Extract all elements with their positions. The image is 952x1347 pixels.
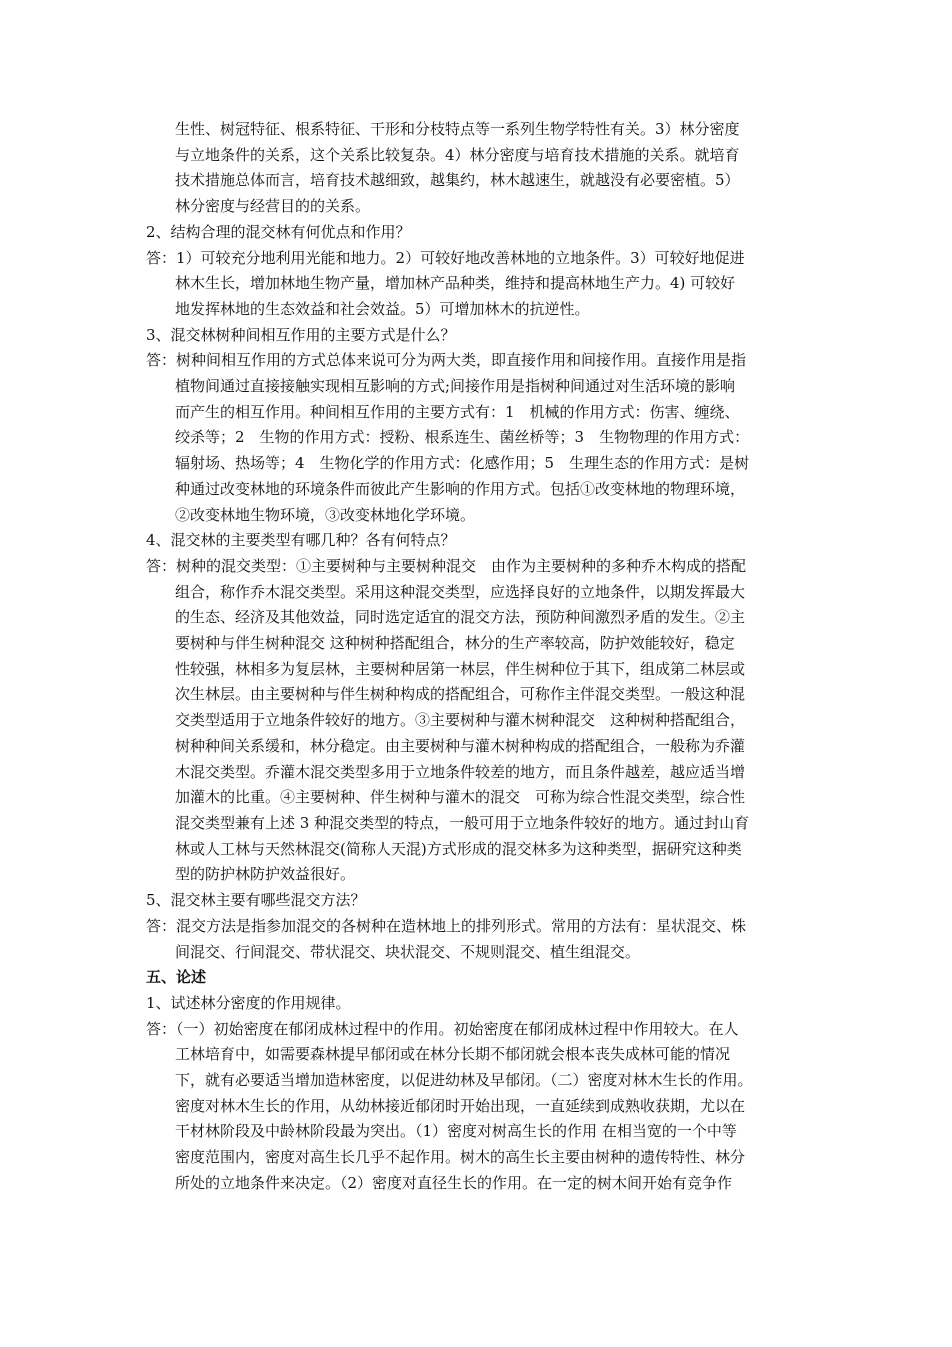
text-line: 种通过改变林地的环境条件而彼此产生影响的作用方式。包括①改变林地的物理环境，: [175, 479, 746, 498]
text-line: 组合，称作乔木混交类型。采用这种混交类型，应选择良好的立地条件，以期发挥最大: [175, 582, 746, 601]
text-line: 答：树种的混交类型：①主要树种与主要树种混交 由作为主要树种的多种乔木构成的搭配: [146, 556, 747, 575]
text-line: 型的防护林防护效益很好。: [175, 865, 356, 884]
text-line: 所处的立地条件来决定。（2）密度对直径生长的作用。在一定的树木间开始有竞争作: [175, 1173, 733, 1192]
text-line: 答：1）可较充分地利用光能和地力。2）可较好地改善林地的立地条件。3）可较好地促进: [146, 248, 745, 267]
text-line: 密度范围内，密度对高生长几乎不起作用。树木的高生长主要由树种的遗传特性、林分: [175, 1148, 746, 1167]
text-line: 3、混交林树种间相互作用的主要方式是什么？: [146, 325, 456, 344]
text-line: 混交类型兼有上述 3 种混交类型的特点，一般可用于立地条件较好的地方。通过封山育: [175, 813, 750, 832]
text-line: 密度对林木生长的作用，从幼林接近郁闭时开始出现，一直延续到成熟收获期，尤以在: [175, 1096, 746, 1115]
text-line: 次生林层。由主要树种与伴生树种构成的搭配组合，可称作主伴混交类型。一般这种混: [175, 685, 746, 704]
text-line: 间混交、行间混交、带状混交、块状混交、不规则混交、植生组混交。: [175, 942, 641, 961]
question-line: [146, 220, 816, 246]
text-line: 技术措施总体而言，培育技术越细致，越集约，林木越速生，就越没有必要密植。5）: [175, 171, 740, 190]
question-line: [146, 323, 816, 349]
text-line: 答：树种间相互作用的方式总体来说可分为两大类，即直接作用和间接作用。直接作用是指: [146, 351, 747, 370]
text-line: 生性、树冠特征、根系特征、干形和分枝特点等一系列生物学特性有关。3）林分密度: [175, 120, 740, 138]
text-line: 地发挥林地的生态效益和社会效益。5）可增加林木的抗逆性。: [175, 299, 590, 318]
text-line: 5、混交林主要有哪些混交方法？: [146, 891, 366, 910]
text-line: 林木生长，增加林地生物产量，增加林产品种类，维持和提高林地生产力。4) 可较好: [175, 274, 736, 293]
answer-paragraph: [146, 914, 816, 965]
answer-paragraph: [146, 1017, 816, 1197]
text-line: 与立地条件的关系，这个关系比较复杂。4）林分密度与培育技术措施的关系。就培育: [175, 145, 740, 164]
text-line: 干材林阶段及中龄林阶段最为突出。（1）密度对树高生长的作用 在相当宽的一个中等: [175, 1122, 737, 1141]
question-line: [146, 888, 816, 914]
answer-paragraph: [146, 246, 816, 323]
text-line: 性较强，林相多为复层林，主要树种居第一林层，伴生树种位于其下，组成第二林层或: [175, 659, 746, 678]
text-line: 下，就有必要适当增加造林密度，以促进幼林及早郁闭。（二）密度对林木生长的作用。: [175, 1071, 753, 1090]
answer-paragraph: [146, 554, 816, 888]
text-line: 2、结构合理的混交林有何优点和作用？: [146, 222, 411, 241]
text-line: 辐射场、热场等；4 生物化学的作用方式：化感作用；5 生理生态的作用方式：是树: [175, 454, 750, 473]
text-line: 五、论述: [146, 968, 207, 987]
section-heading: [146, 965, 816, 991]
text-line: 林或人工林与天然林混交(简称人天混)方式形成的混交林多为这种类型，据研究这种类: [175, 839, 742, 858]
text-line: 而产生的相互作用。种间相互作用的主要方式有：1 机械的作用方式：伤害、缠绕、: [175, 402, 740, 421]
paragraph-continuation: [146, 117, 816, 220]
text-line: 答：（一）初始密度在郁闭成林过程中的作用。初始密度在郁闭成林过程中作用较大。在人: [146, 1019, 739, 1038]
text-line: 植物间通过直接接触实现相互影响的方式;间接作用是指树种间通过对生活环境的影响: [175, 377, 736, 396]
text-line: ②改变林地生物环境，③改变林地化学环境。: [175, 505, 476, 524]
text-line: 的生态、经济及其他效益，同时选定适宜的混交方法，预防种间激烈矛盾的发生。②主: [175, 608, 746, 627]
text-line: 要树种与伴生树种混交 这种树种搭配组合，林分的生产率较高，防护效能较好，稳定: [175, 634, 735, 653]
question-line: [146, 528, 816, 554]
text-line: 木混交类型。乔灌木混交类型多用于立地条件较差的地方，而且条件越差，越应适当增: [175, 762, 746, 781]
answer-paragraph: [146, 348, 816, 528]
text-line: 绞杀等；2 生物的作用方式：授粉、根系连生、菌丝桥等；3 生物物理的作用方式：: [175, 428, 750, 447]
text-line: 加灌木的比重。④主要树种、伴生树种与灌木的混交 可称为综合性混交类型，综合性: [175, 788, 746, 807]
text-line: 1、试述林分密度的作用规律。: [146, 993, 351, 1012]
question-line: [146, 991, 816, 1017]
document-body: [146, 117, 816, 1197]
text-line: 工林培育中，如需要森林提早郁闭或在林分长期不郁闭就会根本丧失成林可能的情况: [175, 1045, 731, 1064]
text-line: 答：混交方法是指参加混交的各树种在造林地上的排列形式。常用的方法有：星状混交、株: [146, 916, 747, 935]
text-line: 林分密度与经营目的的关系。: [175, 197, 371, 216]
text-line: 交类型适用于立地条件较好的地方。③主要树种与灌木树种混交 这种树种搭配组合，: [175, 711, 746, 730]
text-line: 树种种间关系缓和，林分稳定。由主要树种与灌木树种构成的搭配组合，一般称为乔灌: [175, 736, 746, 755]
text-line: 4、混交林的主要类型有哪几种？各有何特点？: [146, 531, 456, 550]
